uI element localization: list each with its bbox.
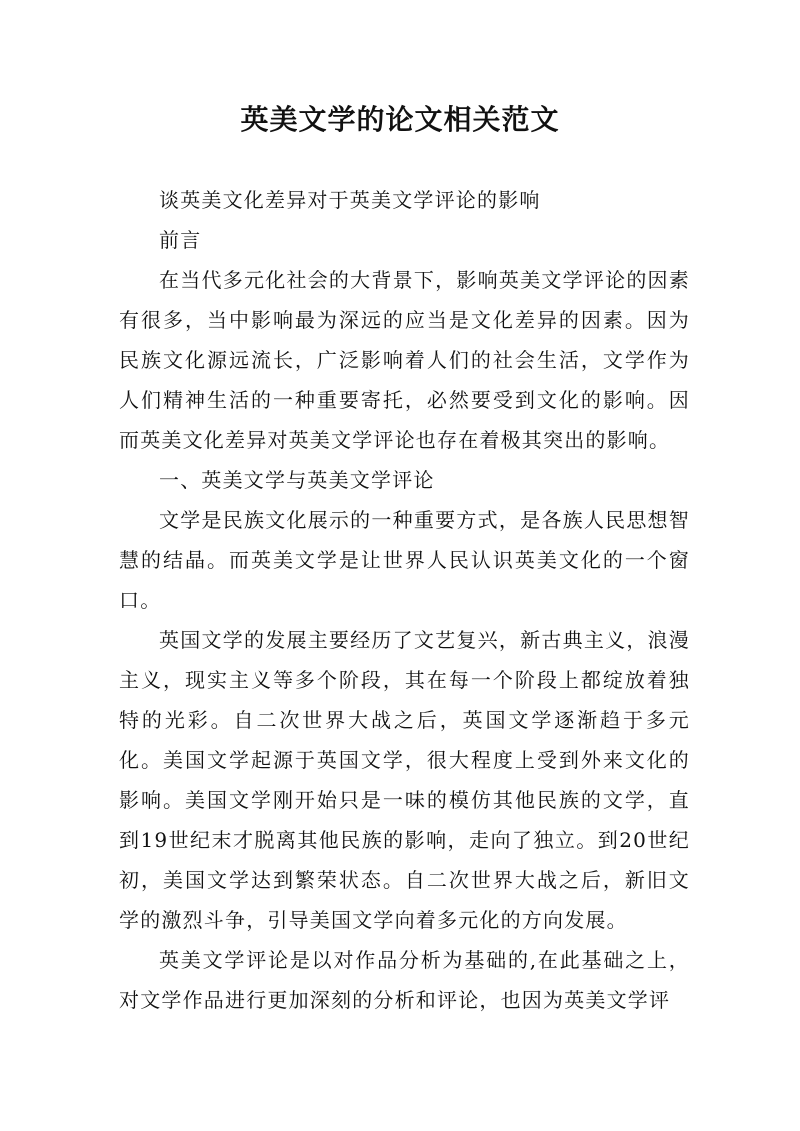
document-title: 英美文学的论文相关范文 (240, 103, 560, 136)
paragraph: 英国文学的发展主要经历了文艺复兴，新古典主义，浪漫主义，现实主义等多个阶段，其在每一个阶段上都绽放着独特的光彩。自二次世界大战之后，英国文学逐渐趋于多元化。美国文学起源于英国文学，很大程度上受到外来文化的影响。美国文学刚开始只是一味的模仿其他民族的文学，直到19世纪末才脱离其他民族的影响，走向了独立。到20世纪初，美国文学达到繁荣状态。自二次世界大战之后，新旧文学的激烈斗争，引导美国文学向着多元化的方向发展。 (119, 628, 690, 932)
section-heading: 一、英美文学与英美文学评论 (159, 468, 435, 492)
section-subtitle: 谈英美文化差异对于英美文学评论的影响 (159, 188, 541, 212)
paragraph: 在当代多元化社会的大背景下，影响英美文学评论的因素有很多，当中影响最为深远的应当是文化差异的因素。因为民族文化源远流长，广泛影响着人们的社会生活，文学作为人们精神生活的一种重要寄托，必然要受到文化的影响。因而英美文化差异对英美文学评论也存在着极其突出的影响。 (119, 268, 690, 452)
preface-heading: 前言 (159, 228, 202, 252)
paragraph: 英美文学评论是以对作品分析为基础的,在此基础之上，对文学作品进行更加深刻的分析和评论，也因为英美文学评 (119, 948, 690, 1012)
document-body (119, 180, 690, 1020)
paragraph: 文学是民族文化展示的一种重要方式，是各族人民思想智慧的结晶。而英美文学是让世界人民认识英美文化的一个窗口。 (119, 508, 690, 612)
